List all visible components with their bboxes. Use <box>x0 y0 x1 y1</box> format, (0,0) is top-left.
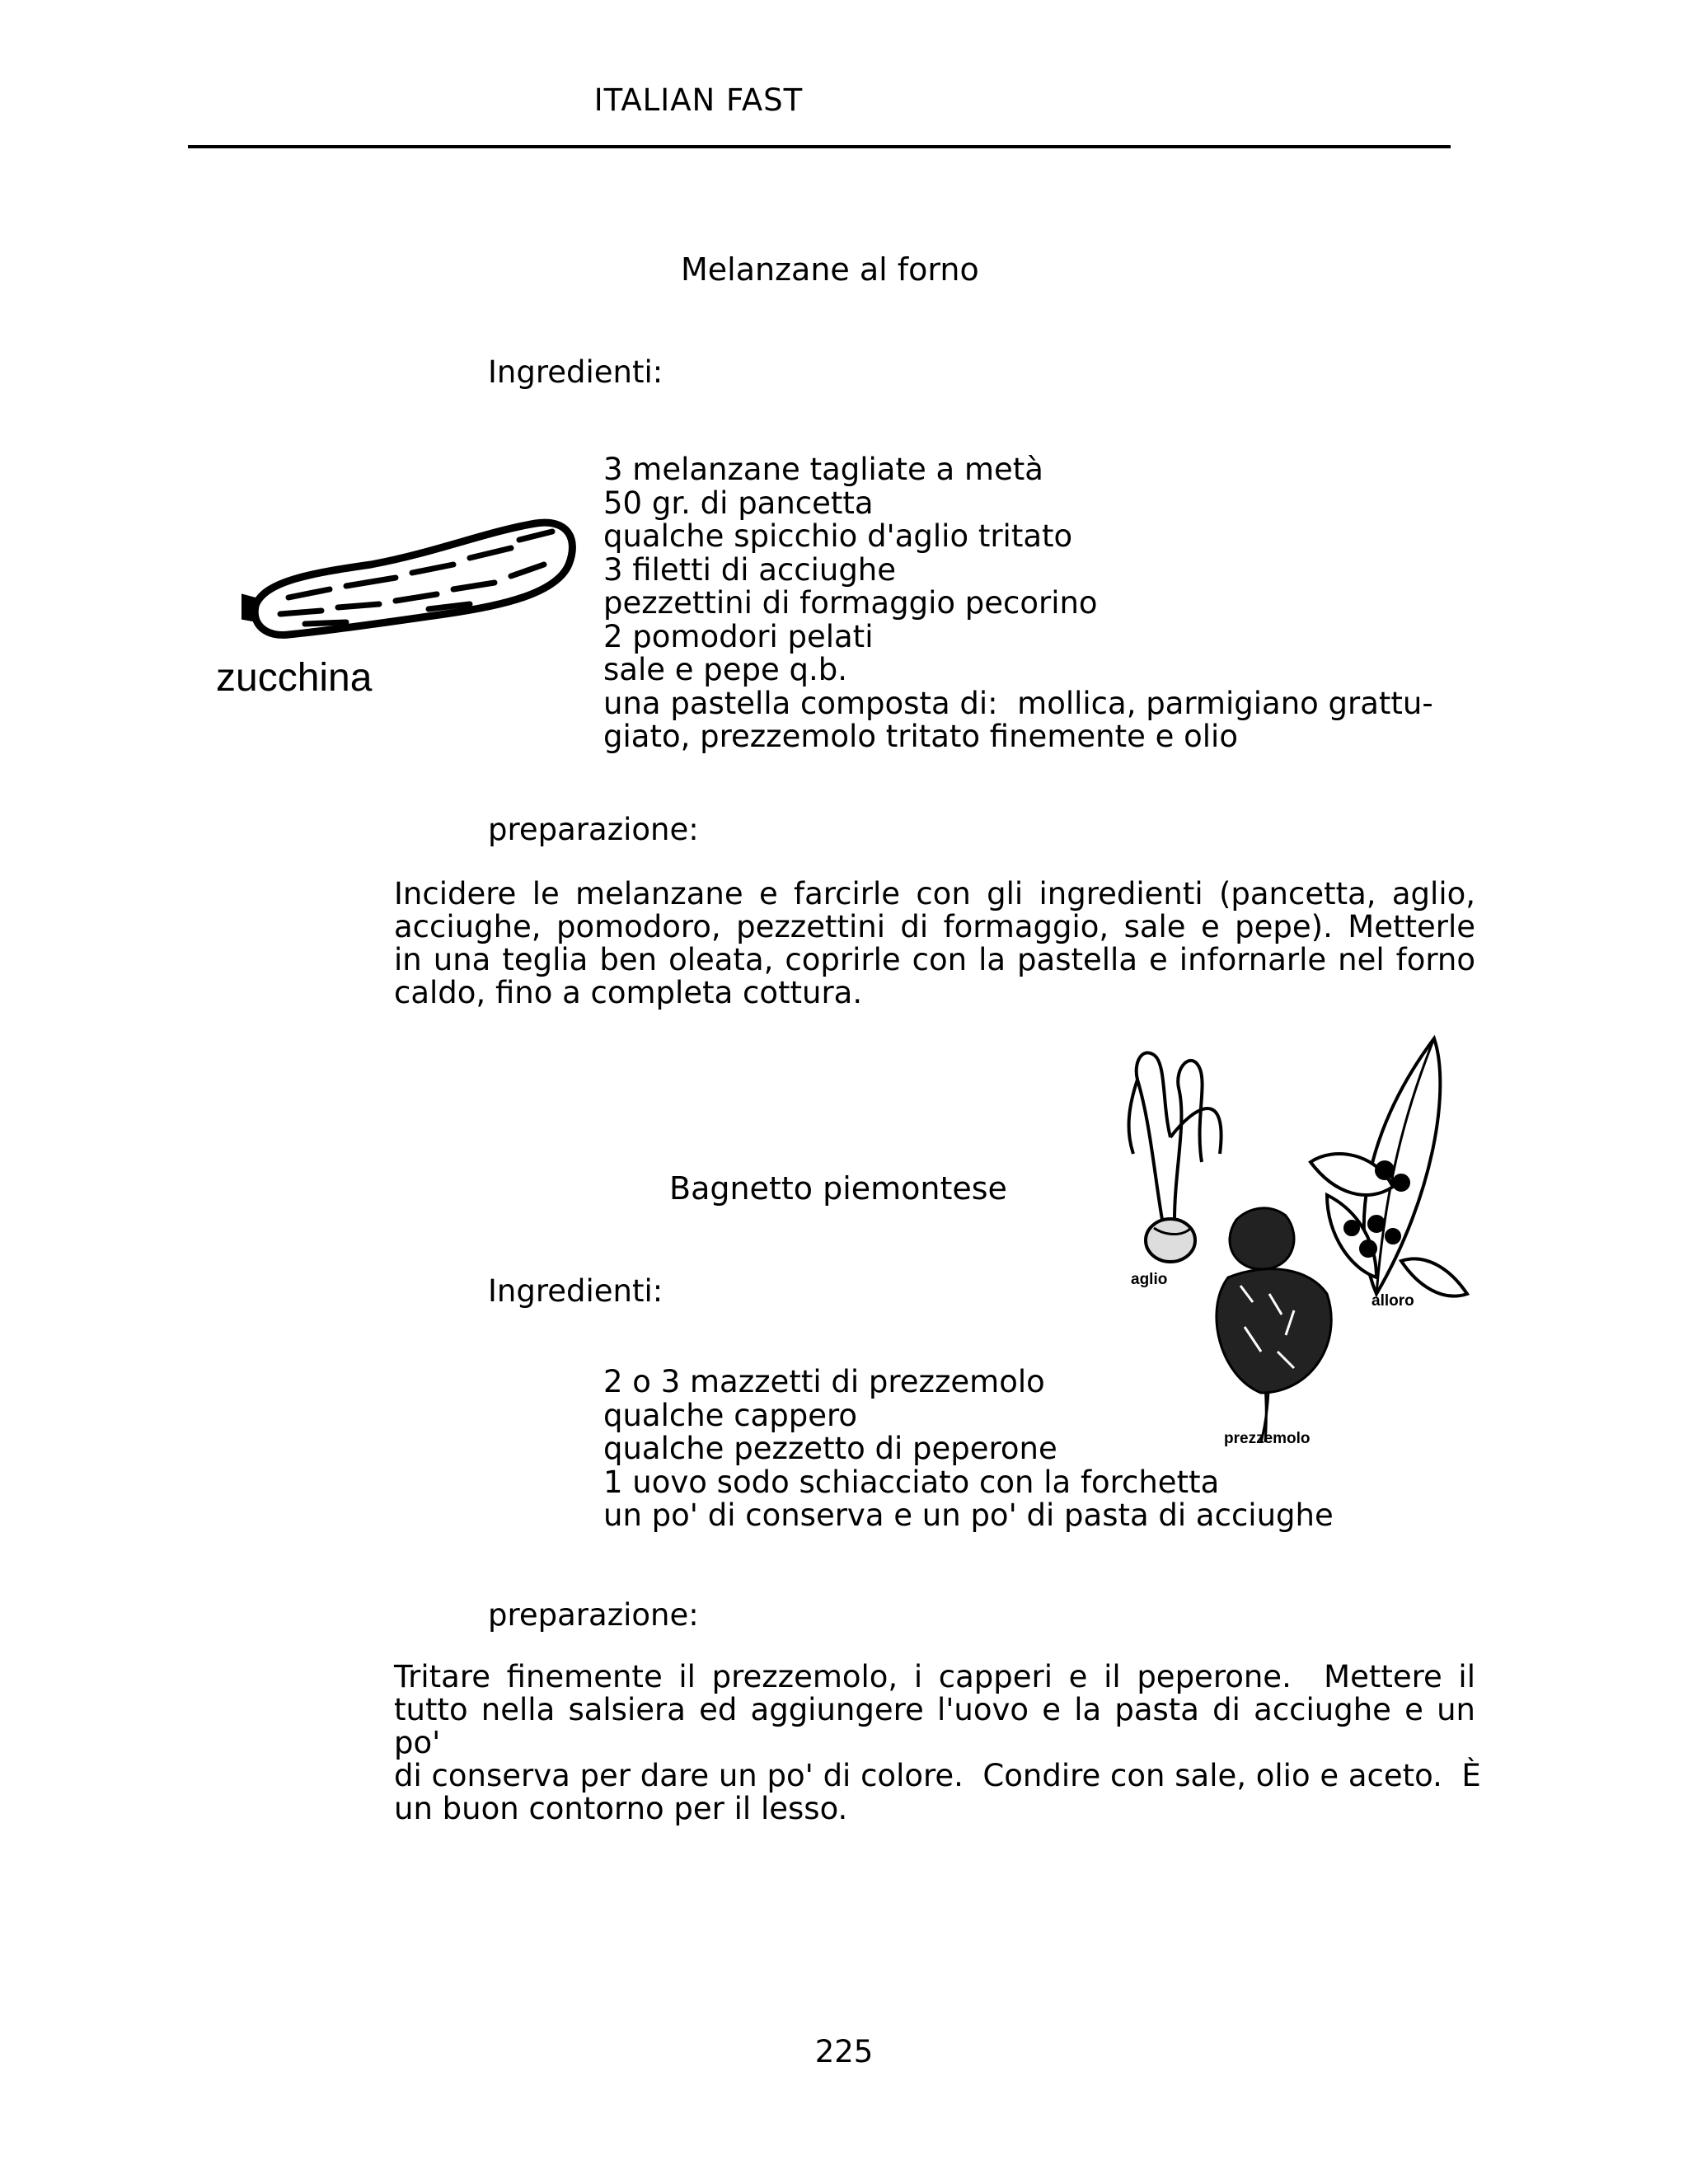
ingredient-item: qualche cappero <box>603 1397 857 1433</box>
ingredients-list <box>603 453 1433 754</box>
parsley-label: prezzemolo <box>1224 1430 1311 1447</box>
bay-label: alloro <box>1372 1292 1414 1310</box>
ingredient-item: 3 filetti di acciughe <box>603 551 897 588</box>
ingredient-item: 2 pomodori pelati <box>603 618 874 654</box>
header-rule <box>188 145 1451 148</box>
ingredient-item: 50 gr. di pancetta <box>603 485 874 521</box>
recipe-title: Melanzane al forno <box>681 251 979 288</box>
garlic-label: aglio <box>1131 1271 1168 1288</box>
running-header: ITALIAN FAST <box>593 82 804 118</box>
preparation-line: tutto nella salsiera ed aggiungere l'uovo e la pasta di acciughe e un po' <box>394 1692 1475 1760</box>
ingredient-item: sale e pepe q.b. <box>603 652 848 687</box>
preparation-text <box>394 1659 1481 1826</box>
zucchini-caption: zucchina <box>216 656 373 700</box>
preparation-text <box>394 878 1475 1010</box>
preparation-line: Incidere le melanzane e farcirle con gli ingredienti (pancetta, aglio, <box>394 876 1475 912</box>
ingredient-item: giato, prezzemolo tritato finemente e olio <box>603 719 1238 754</box>
ingredient-item: 1 uovo sodo schiacciato con la forchetta <box>603 1464 1220 1500</box>
preparation-label: preparazione: <box>488 1597 699 1633</box>
preparation-line: in una teglia ben oleata, coprirle con la pastella e infornarle nel forno <box>394 942 1475 977</box>
zucchini-drawing <box>239 507 585 647</box>
preparation-line: Tritare finemente il prezzemolo, i capperi e il peperone. Mettere il <box>394 1659 1475 1694</box>
recipe-title: Bagnetto piemontese <box>669 1170 1007 1207</box>
preparation-label: preparazione: <box>488 812 699 847</box>
ingredients-list <box>603 1366 1334 1533</box>
ingredient-item: pezzettini di formaggio pecorino <box>603 585 1098 621</box>
ingredient-item: un po' di conserva e un po' di pasta di acciughe <box>603 1497 1334 1533</box>
page-number: 225 <box>814 2034 874 2069</box>
bay-leaf-drawing <box>1311 1038 1467 1296</box>
ingredient-item: 2 o 3 mazzetti di prezzemolo <box>603 1364 1045 1399</box>
preparation-line: acciughe, pomodoro, pezzettini di formaggio, sale e pepe). Metterle <box>394 909 1475 944</box>
preparation-line: un buon contorno per il lesso. <box>394 1791 848 1826</box>
ingredients-label: Ingredienti: <box>488 1273 663 1309</box>
preparation-line: di conserva per dare un po' di colore. Condire con sale, olio e aceto. È <box>394 1758 1481 1793</box>
ingredient-item: qualche spicchio d'aglio tritato <box>603 518 1073 554</box>
preparation-line: caldo, fino a completa cottura. <box>394 975 863 1010</box>
garlic-drawing <box>1129 1052 1221 1262</box>
ingredients-label: Ingredienti: <box>488 354 663 390</box>
ingredient-item: una pastella composta di: mollica, parmigiano grattu- <box>603 685 1433 721</box>
ingredient-item: 3 melanzane tagliate a metà <box>603 452 1043 487</box>
ingredient-item: qualche pezzetto di peperone <box>603 1431 1057 1466</box>
